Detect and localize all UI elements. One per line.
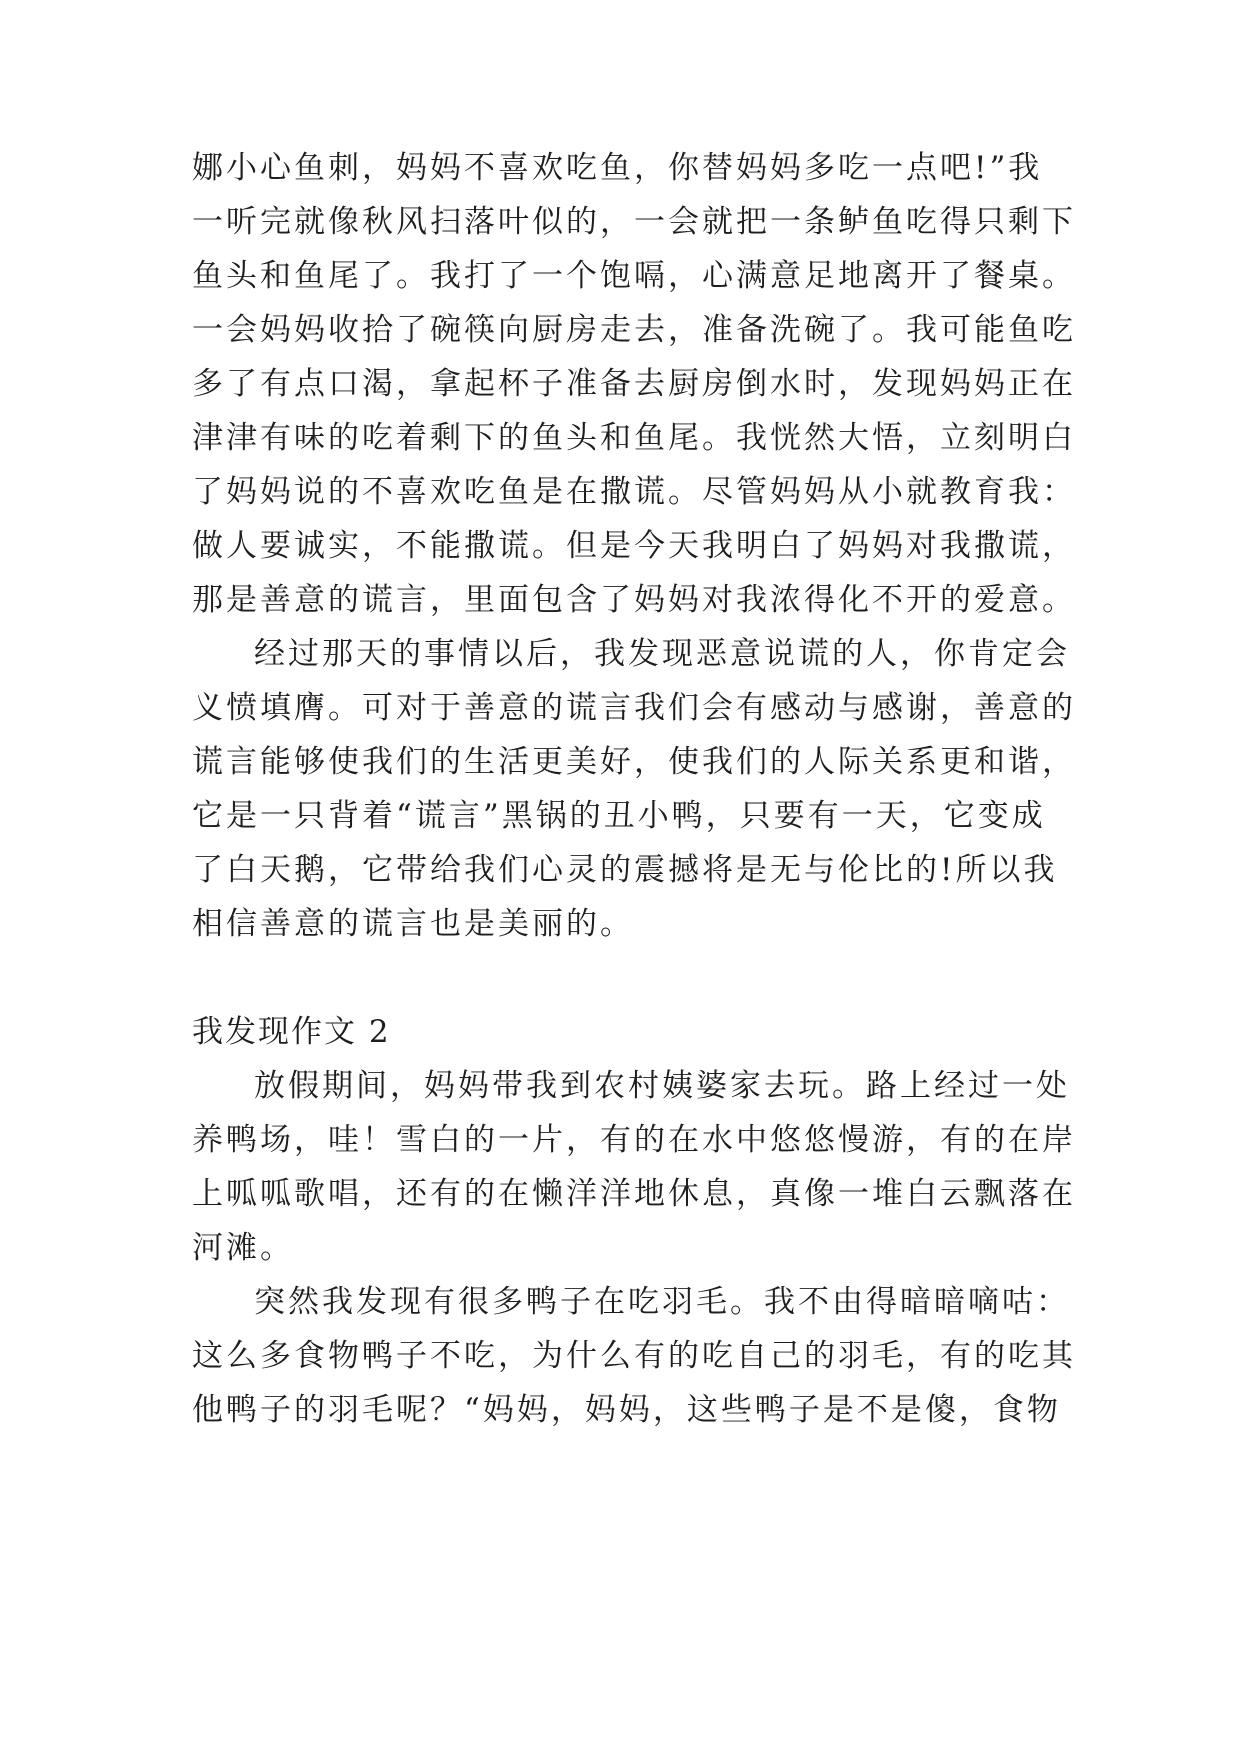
paragraph-line: 谎言能够使我们的生活更美好，使我们的人际关系更和谐， bbox=[192, 744, 1076, 780]
paragraph-first-line: 经过那天的事情以后，我发现恶意说谎的人，你肯定会 bbox=[254, 636, 1070, 672]
paragraph-first-line: 突然我发现有很多鸭子在吃羽毛。我不由得暗暗嘀咕： bbox=[254, 1284, 1070, 1320]
paragraph-line: 河滩。 bbox=[192, 1230, 294, 1266]
paragraph-line: 养鸭场，哇！雪白的一片，有的在水中悠悠慢游，有的在岸 bbox=[192, 1122, 1076, 1158]
paragraph-line: 多了有点口渴，拿起杯子准备去厨房倒水时，发现妈妈正在 bbox=[192, 366, 1076, 402]
paragraph-first-line: 放假期间，妈妈带我到农村姨婆家去玩。路上经过一处 bbox=[254, 1068, 1070, 1104]
paragraph-line: 它是一只背着“谎言”黑锅的丑小鸭，只要有一天，它变成 bbox=[192, 798, 1046, 834]
paragraph-line: 义愤填膺。可对于善意的谎言我们会有感动与感谢，善意的 bbox=[192, 690, 1076, 726]
paragraph-line: 了白天鹅，它带给我们心灵的震撼将是无与伦比的!所以我 bbox=[192, 852, 1058, 888]
paragraph-line: 上呱呱歌唱，还有的在懒洋洋地休息，真像一堆白云飘落在 bbox=[192, 1176, 1076, 1212]
section-heading: 我发现作文 2 bbox=[192, 1014, 391, 1050]
paragraph-line: 鱼头和鱼尾了。我打了一个饱嗝，心满意足地离开了餐桌。 bbox=[192, 258, 1076, 294]
paragraph-line: 那是善意的谎言，里面包含了妈妈对我浓得化不开的爱意。 bbox=[192, 582, 1076, 618]
paragraph-line: 一听完就像秋风扫落叶似的，一会就把一条鲈鱼吃得只剩下 bbox=[192, 204, 1076, 240]
paragraph-line: 他鸭子的羽毛呢？“妈妈，妈妈，这些鸭子是不是傻，食物 bbox=[192, 1392, 1061, 1428]
paragraph-line: 娜小心鱼刺，妈妈不喜欢吃鱼，你替妈妈多吃一点吧!”我 bbox=[192, 150, 1043, 186]
paragraph-line: 相信善意的谎言也是美丽的。 bbox=[192, 906, 634, 942]
paragraph-line: 一会妈妈收拾了碗筷向厨房走去，准备洗碗了。我可能鱼吃 bbox=[192, 312, 1076, 348]
paragraph-line: 这么多食物鸭子不吃，为什么有的吃自己的羽毛，有的吃其 bbox=[192, 1338, 1076, 1374]
paragraph-line: 了妈妈说的不喜欢吃鱼是在撒谎。尽管妈妈从小就教育我： bbox=[192, 474, 1076, 510]
paragraph-line: 做人要诚实，不能撒谎。但是今天我明白了妈妈对我撒谎， bbox=[192, 528, 1076, 564]
paragraph-line: 津津有味的吃着剩下的鱼头和鱼尾。我恍然大悟，立刻明白 bbox=[192, 420, 1076, 456]
